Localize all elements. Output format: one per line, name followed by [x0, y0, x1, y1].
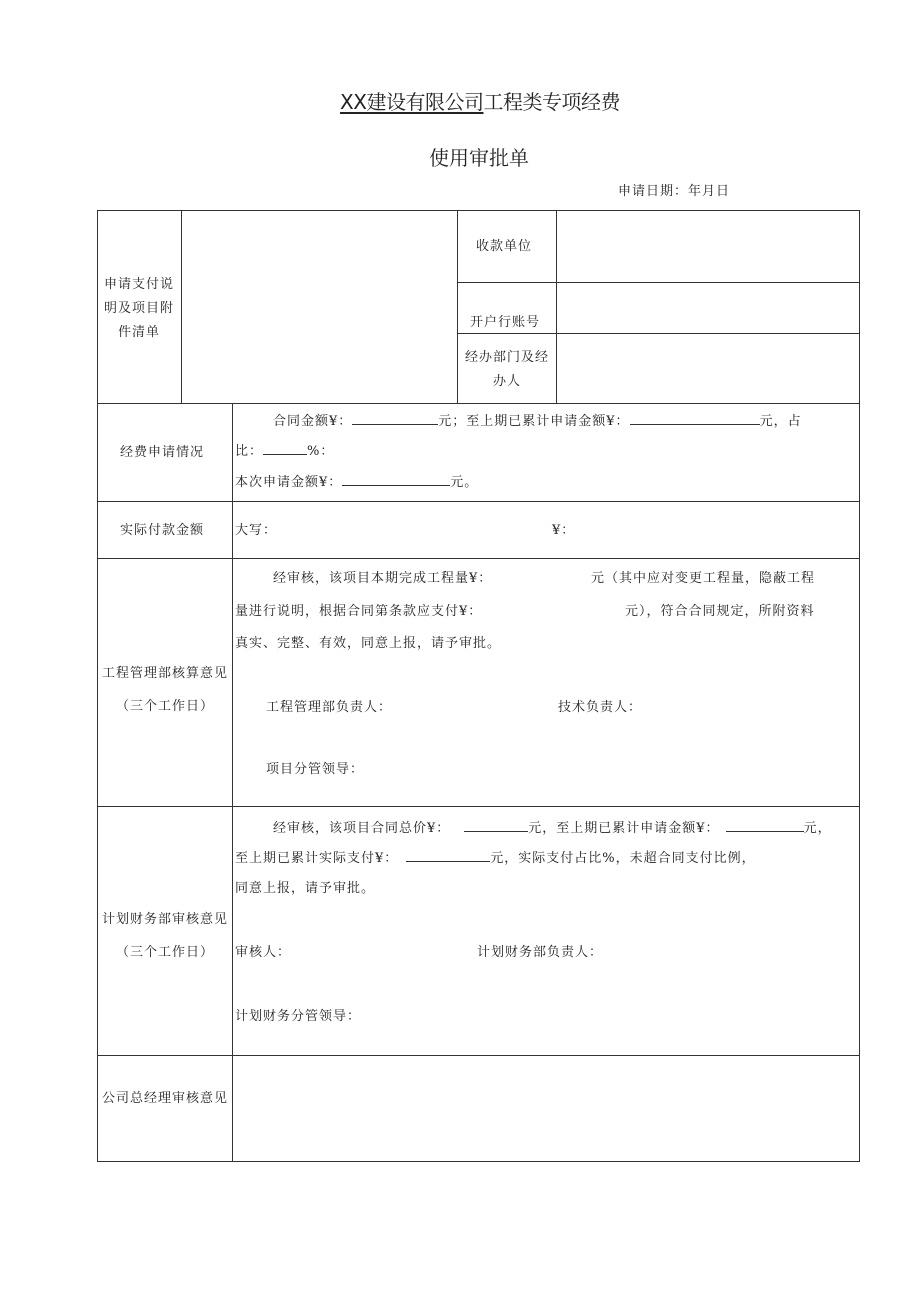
contract-amount-label: 合同金额¥： [273, 414, 353, 429]
finance-line3: 同意上报，请予审批。 [235, 881, 376, 896]
document-title-line1 [0, 86, 920, 115]
yuan-period: 元。 [450, 475, 479, 490]
reviewer-signature: 审核人： [235, 945, 292, 960]
row-divider [97, 1055, 860, 1056]
row-divider [97, 403, 860, 404]
row-divider [97, 558, 860, 559]
column-divider [181, 210, 182, 403]
company-name: XX建设有限公司 [340, 90, 484, 114]
row-divider [97, 806, 860, 807]
engineering-line3: 真实、完整、有效，同意上报，请予审批。 [235, 636, 502, 651]
payee-label: 收款单位 [476, 239, 533, 254]
engineering-line2b: 元），符合合同规定，所附资料 [625, 604, 815, 619]
contract-total-blank[interactable] [464, 820, 528, 832]
handler-label: 经办部门及经办人 [464, 350, 549, 389]
bank-account-label: 开户行账号 [470, 315, 541, 330]
gm-opinion-label: 公司总经理审核意见 [101, 1091, 228, 1106]
yen-amount-label: ¥： [552, 523, 576, 538]
accumulated-amount-label: 元；至上期已累计申请金额¥： [438, 414, 630, 429]
current-amount-label: 本次申请金额¥： [235, 475, 343, 490]
payment-ratio-text: 元，实际支付占比%，未超合同支付比例， [490, 851, 756, 866]
finance-accumulated-blank[interactable] [726, 820, 804, 832]
fund-line2 [235, 443, 334, 458]
payment-description-label: 申请支付说明及项目附件清单 [103, 277, 174, 340]
current-amount-blank[interactable] [342, 474, 450, 486]
bank-account-field[interactable] [558, 284, 858, 332]
payment-description-field[interactable] [183, 212, 456, 402]
title-rest: 工程类专项经费 [483, 90, 620, 114]
payee-field[interactable] [558, 212, 858, 281]
document-title-line2: 使用审批单 [429, 146, 529, 170]
finance-line1 [273, 820, 832, 835]
ratio-prefix: 比： [235, 444, 264, 459]
engineering-line2a: 量进行说明，根据合同第条款应支付¥： [235, 604, 483, 619]
finance-yuan: 元， [803, 821, 832, 836]
fund-line3 [235, 474, 478, 489]
finance-opinion-label: 计划财务部审核意见（三个工作日） [101, 912, 228, 960]
accumulated-paid-blank[interactable] [406, 850, 490, 862]
accumulated-paid-label: 至上期已累计实际支付¥： [235, 851, 399, 866]
ratio-blank[interactable] [263, 443, 307, 455]
fund-line1 [273, 413, 802, 428]
contract-amount-blank[interactable] [352, 413, 438, 425]
finance-line2 [235, 850, 756, 865]
finance-accumulated-label: 元，至上期已累计申请金额¥： [528, 821, 720, 836]
actual-payment-label: 实际付款金额 [120, 523, 205, 538]
finance-head-signature: 计划财务部负责人： [477, 945, 604, 960]
engineering-opinion-label: 工程管理部核算意见（三个工作日） [101, 666, 228, 714]
engineering-head-signature: 工程管理部负责人： [266, 700, 393, 715]
capital-amount-label: 大写： [235, 523, 278, 538]
gm-opinion-field[interactable] [234, 1057, 859, 1161]
accumulated-amount-blank[interactable] [630, 413, 760, 425]
finance-leader-signature: 计划财务分管领导： [235, 1009, 362, 1024]
ratio-label: 元，占 [759, 414, 802, 429]
engineering-line1b: 元（其中应对变更工程量，隐蔽工程 [591, 571, 816, 586]
apply-date: 申请日期：年月日 [618, 184, 731, 199]
engineering-line1a: 经审核，该项目本期完成工程量¥： [273, 571, 493, 586]
fund-application-label: 经费申请情况 [120, 445, 205, 460]
column-divider [232, 403, 233, 1162]
project-leader-signature: 项目分管领导： [266, 762, 365, 777]
handler-field[interactable] [558, 335, 858, 402]
tech-head-signature: 技术负责人： [558, 700, 643, 715]
column-divider [556, 210, 557, 403]
percent-sign: %： [307, 444, 335, 459]
column-divider [457, 210, 458, 403]
row-divider [457, 333, 860, 334]
row-divider [457, 282, 860, 283]
contract-total-label: 经审核，该项目合同总价¥： [273, 821, 451, 836]
row-divider [97, 501, 860, 502]
